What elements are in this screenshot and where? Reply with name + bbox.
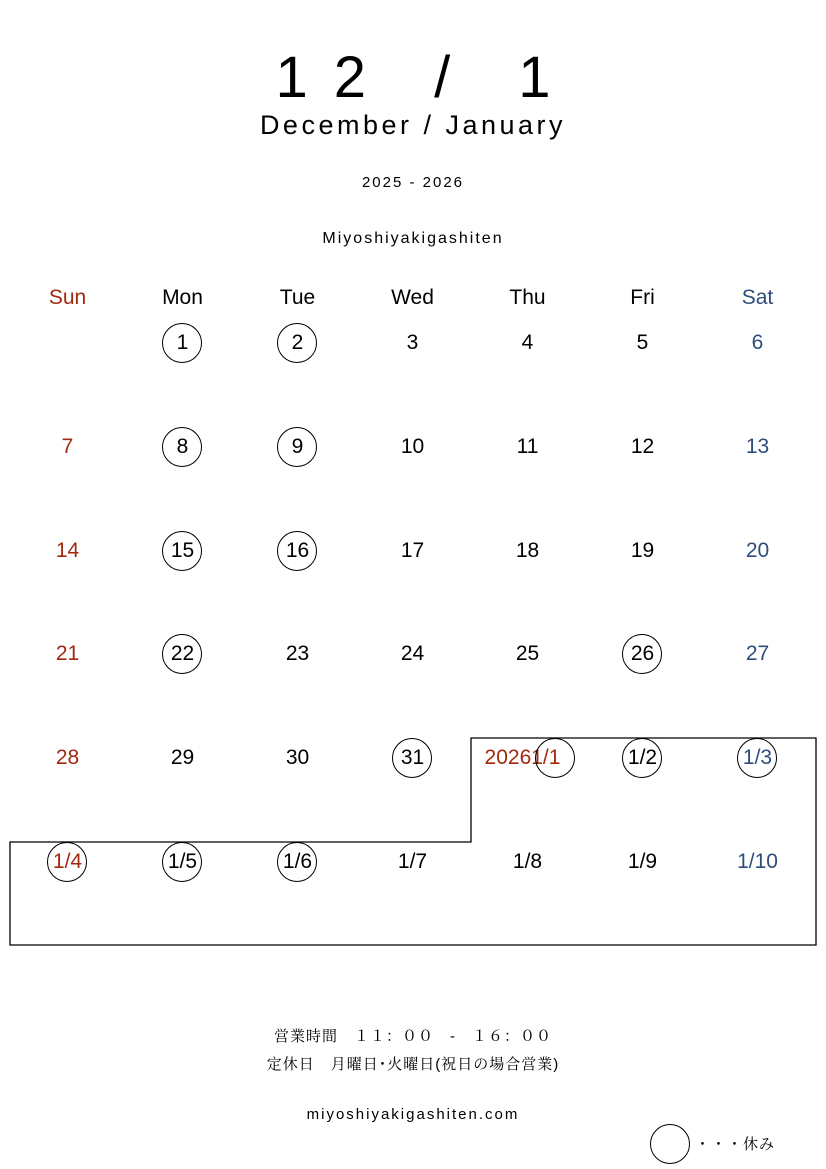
closed-day-circle-icon — [277, 427, 317, 467]
calendar-day: 7 — [61, 435, 74, 458]
calendar-day: 27 — [745, 642, 770, 665]
closed-legend-label: ・・・休み — [695, 1136, 776, 1153]
calendar-day: 1 — [176, 331, 189, 354]
calendar-day: 8 — [176, 435, 189, 458]
calendar-day: 1/10 — [737, 850, 778, 873]
calendar-day: 11 — [516, 435, 539, 458]
calendar-day: 1/9 — [627, 850, 658, 873]
calendar-day: 2 — [291, 331, 304, 354]
calendar-day: 28 — [55, 746, 80, 769]
calendar-day: 18 — [515, 539, 540, 562]
closed-day-circle-icon — [535, 738, 575, 778]
calendar-day: 6 — [751, 331, 764, 354]
calendar-day: 3 — [406, 331, 419, 354]
closed-legend-circle-icon — [650, 1124, 690, 1164]
calendar-day: 21 — [55, 642, 80, 665]
calendar-day: 4 — [521, 331, 534, 354]
calendar-day: 29 — [170, 746, 195, 769]
calendar-day: 1/7 — [397, 850, 428, 873]
shop-name: Miyoshiyakigashiten — [322, 230, 504, 247]
weekday-wed: Wed — [391, 286, 434, 309]
regular-holidays: 定休日 月曜日･火曜日(祝日の場合営業) — [266, 1056, 560, 1073]
month-names: December / January — [259, 110, 567, 140]
closed-day-circle-icon — [162, 427, 202, 467]
calendar-day: 13 — [745, 435, 770, 458]
year-range: 2025 - 2026 — [361, 174, 465, 191]
closed-day-circle-icon — [392, 738, 432, 778]
closed-day-circle-icon — [162, 323, 202, 363]
calendar-day: 23 — [285, 642, 310, 665]
closed-day-circle-icon — [47, 842, 87, 882]
calendar-day: 14 — [55, 539, 80, 562]
weekday-thu: Thu — [509, 286, 546, 309]
calendar-day: 30 — [285, 746, 310, 769]
calendar-day: 1/2 — [627, 746, 658, 769]
weekday-tue: Tue — [279, 286, 316, 309]
closed-day-circle-icon — [277, 842, 317, 882]
calendar-day: 1/6 — [282, 850, 313, 873]
closed-day-circle-icon — [622, 634, 662, 674]
calendar-day: 24 — [400, 642, 425, 665]
closed-day-circle-icon — [622, 738, 662, 778]
month-numbers: 12 / 1 — [275, 45, 577, 110]
website-url: miyoshiyakigashiten.com — [306, 1106, 520, 1123]
calendar-day: 17 — [400, 539, 425, 562]
closed-day-circle-icon — [737, 738, 777, 778]
calendar-day: 12 — [630, 435, 655, 458]
calendar-day: 5 — [636, 331, 649, 354]
closed-day-circle-icon — [162, 531, 202, 571]
calendar-day: 1/5 — [167, 850, 198, 873]
closed-day-circle-icon — [162, 634, 202, 674]
weekday-sun: Sun — [48, 286, 87, 309]
calendar-day: 19 — [630, 539, 655, 562]
closed-day-circle-icon — [277, 531, 317, 571]
calendar-day: 31 — [400, 746, 425, 769]
calendar-day: 25 — [515, 642, 540, 665]
weekday-mon: Mon — [162, 286, 203, 309]
calendar-day: 20 — [745, 539, 770, 562]
weekday-fri: Fri — [630, 286, 655, 309]
closed-day-circle-icon — [277, 323, 317, 363]
weekday-sat: Sat — [741, 286, 774, 309]
calendar-day: 10 — [400, 435, 425, 458]
calendar-day: 26 — [630, 642, 655, 665]
closed-day-circle-icon — [162, 842, 202, 882]
calendar-day: 1/4 — [52, 850, 83, 873]
calendar-day: 9 — [291, 435, 304, 458]
business-hours: 営業時間 １１：００ - １６：００ — [274, 1028, 552, 1045]
calendar-day: 15 — [170, 539, 195, 562]
calendar-day: 22 — [170, 642, 195, 665]
calendar-day: 20261/1 — [484, 746, 561, 769]
calendar-day: 16 — [285, 539, 310, 562]
calendar-day: 1/8 — [512, 850, 543, 873]
calendar-day: 1/3 — [742, 746, 773, 769]
